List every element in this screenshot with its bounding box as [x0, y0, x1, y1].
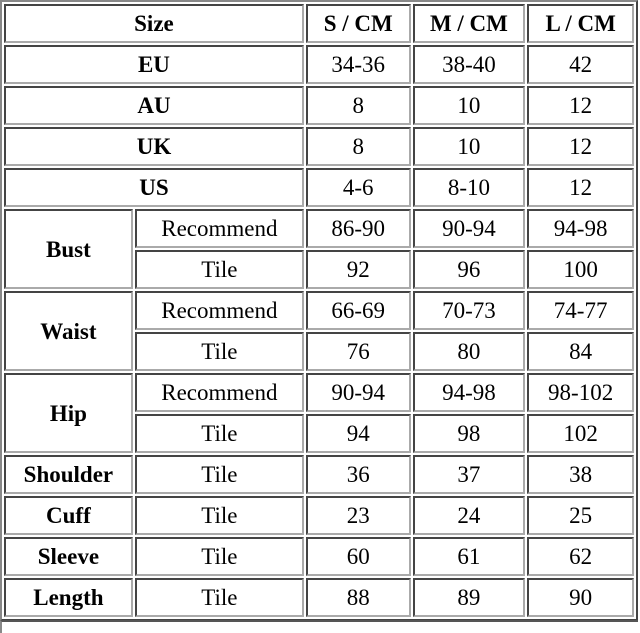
- row-label: AU: [4, 86, 304, 125]
- cell-s: 23: [306, 496, 411, 535]
- cell-m: 61: [413, 537, 526, 576]
- cell-s: 88: [306, 578, 411, 617]
- table-row: [4, 127, 634, 166]
- cell-s: 92: [306, 250, 411, 289]
- cell-l: 74-77: [527, 291, 634, 330]
- header-size: Size: [4, 4, 304, 43]
- cell-m: 90-94: [413, 209, 526, 248]
- cell-s: 60: [306, 537, 411, 576]
- table-row: [4, 209, 634, 248]
- cell-s: 34-36: [306, 45, 411, 84]
- table-row: [4, 455, 634, 494]
- table-row: [4, 578, 634, 617]
- table-row: [4, 373, 634, 412]
- cell-m: 80: [413, 332, 526, 371]
- group-label-waist: Waist: [4, 291, 133, 371]
- row-label: UK: [4, 127, 304, 166]
- cell-s: 90-94: [306, 373, 411, 412]
- cell-s: 8: [306, 127, 411, 166]
- table-row: [4, 86, 634, 125]
- row-label: Length: [4, 578, 133, 617]
- measure-type: Tile: [135, 537, 304, 576]
- group-label-hip: Hip: [4, 373, 133, 453]
- cell-s: 94: [306, 414, 411, 453]
- cell-l: 62: [527, 537, 634, 576]
- measure-type: Recommend: [135, 209, 304, 248]
- cell-m: 96: [413, 250, 526, 289]
- header-m: M / CM: [413, 4, 526, 43]
- row-label: Cuff: [4, 496, 133, 535]
- cell-m: 37: [413, 455, 526, 494]
- table-bottom-edge: [0, 620, 638, 633]
- cell-s: 4-6: [306, 168, 411, 207]
- row-label: Sleeve: [4, 537, 133, 576]
- measure-type: Tile: [135, 455, 304, 494]
- cell-l: 12: [527, 127, 634, 166]
- cell-m: 70-73: [413, 291, 526, 330]
- row-label: Shoulder: [4, 455, 133, 494]
- cell-s: 66-69: [306, 291, 411, 330]
- row-label: EU: [4, 45, 304, 84]
- measure-type: Recommend: [135, 291, 304, 330]
- cell-s: 8: [306, 86, 411, 125]
- cell-s: 86-90: [306, 209, 411, 248]
- cell-l: 94-98: [527, 209, 634, 248]
- cell-l: 102: [527, 414, 634, 453]
- cell-l: 98-102: [527, 373, 634, 412]
- group-label-bust: Bust: [4, 209, 133, 289]
- cell-l: 42: [527, 45, 634, 84]
- cell-s: 76: [306, 332, 411, 371]
- cell-l: 84: [527, 332, 634, 371]
- table-row: [4, 496, 634, 535]
- cell-m: 89: [413, 578, 526, 617]
- cell-m: 94-98: [413, 373, 526, 412]
- header-row: [4, 4, 634, 43]
- header-l: L / CM: [527, 4, 634, 43]
- measure-type: Tile: [135, 332, 304, 371]
- cell-l: 25: [527, 496, 634, 535]
- measure-type: Tile: [135, 414, 304, 453]
- cell-s: 36: [306, 455, 411, 494]
- cell-m: 10: [413, 86, 526, 125]
- header-s: S / CM: [306, 4, 411, 43]
- cell-m: 10: [413, 127, 526, 166]
- table-row: [4, 537, 634, 576]
- table-row: [4, 168, 634, 207]
- cell-l: 12: [527, 168, 634, 207]
- table-row: [4, 45, 634, 84]
- cell-l: 12: [527, 86, 634, 125]
- cell-m: 8-10: [413, 168, 526, 207]
- cell-m: 38-40: [413, 45, 526, 84]
- table-row: [4, 291, 634, 330]
- measure-type: Recommend: [135, 373, 304, 412]
- measure-type: Tile: [135, 578, 304, 617]
- cell-l: 100: [527, 250, 634, 289]
- row-label: US: [4, 168, 304, 207]
- cell-l: 90: [527, 578, 634, 617]
- cell-m: 98: [413, 414, 526, 453]
- cell-m: 24: [413, 496, 526, 535]
- measure-type: Tile: [135, 496, 304, 535]
- measure-type: Tile: [135, 250, 304, 289]
- cell-l: 38: [527, 455, 634, 494]
